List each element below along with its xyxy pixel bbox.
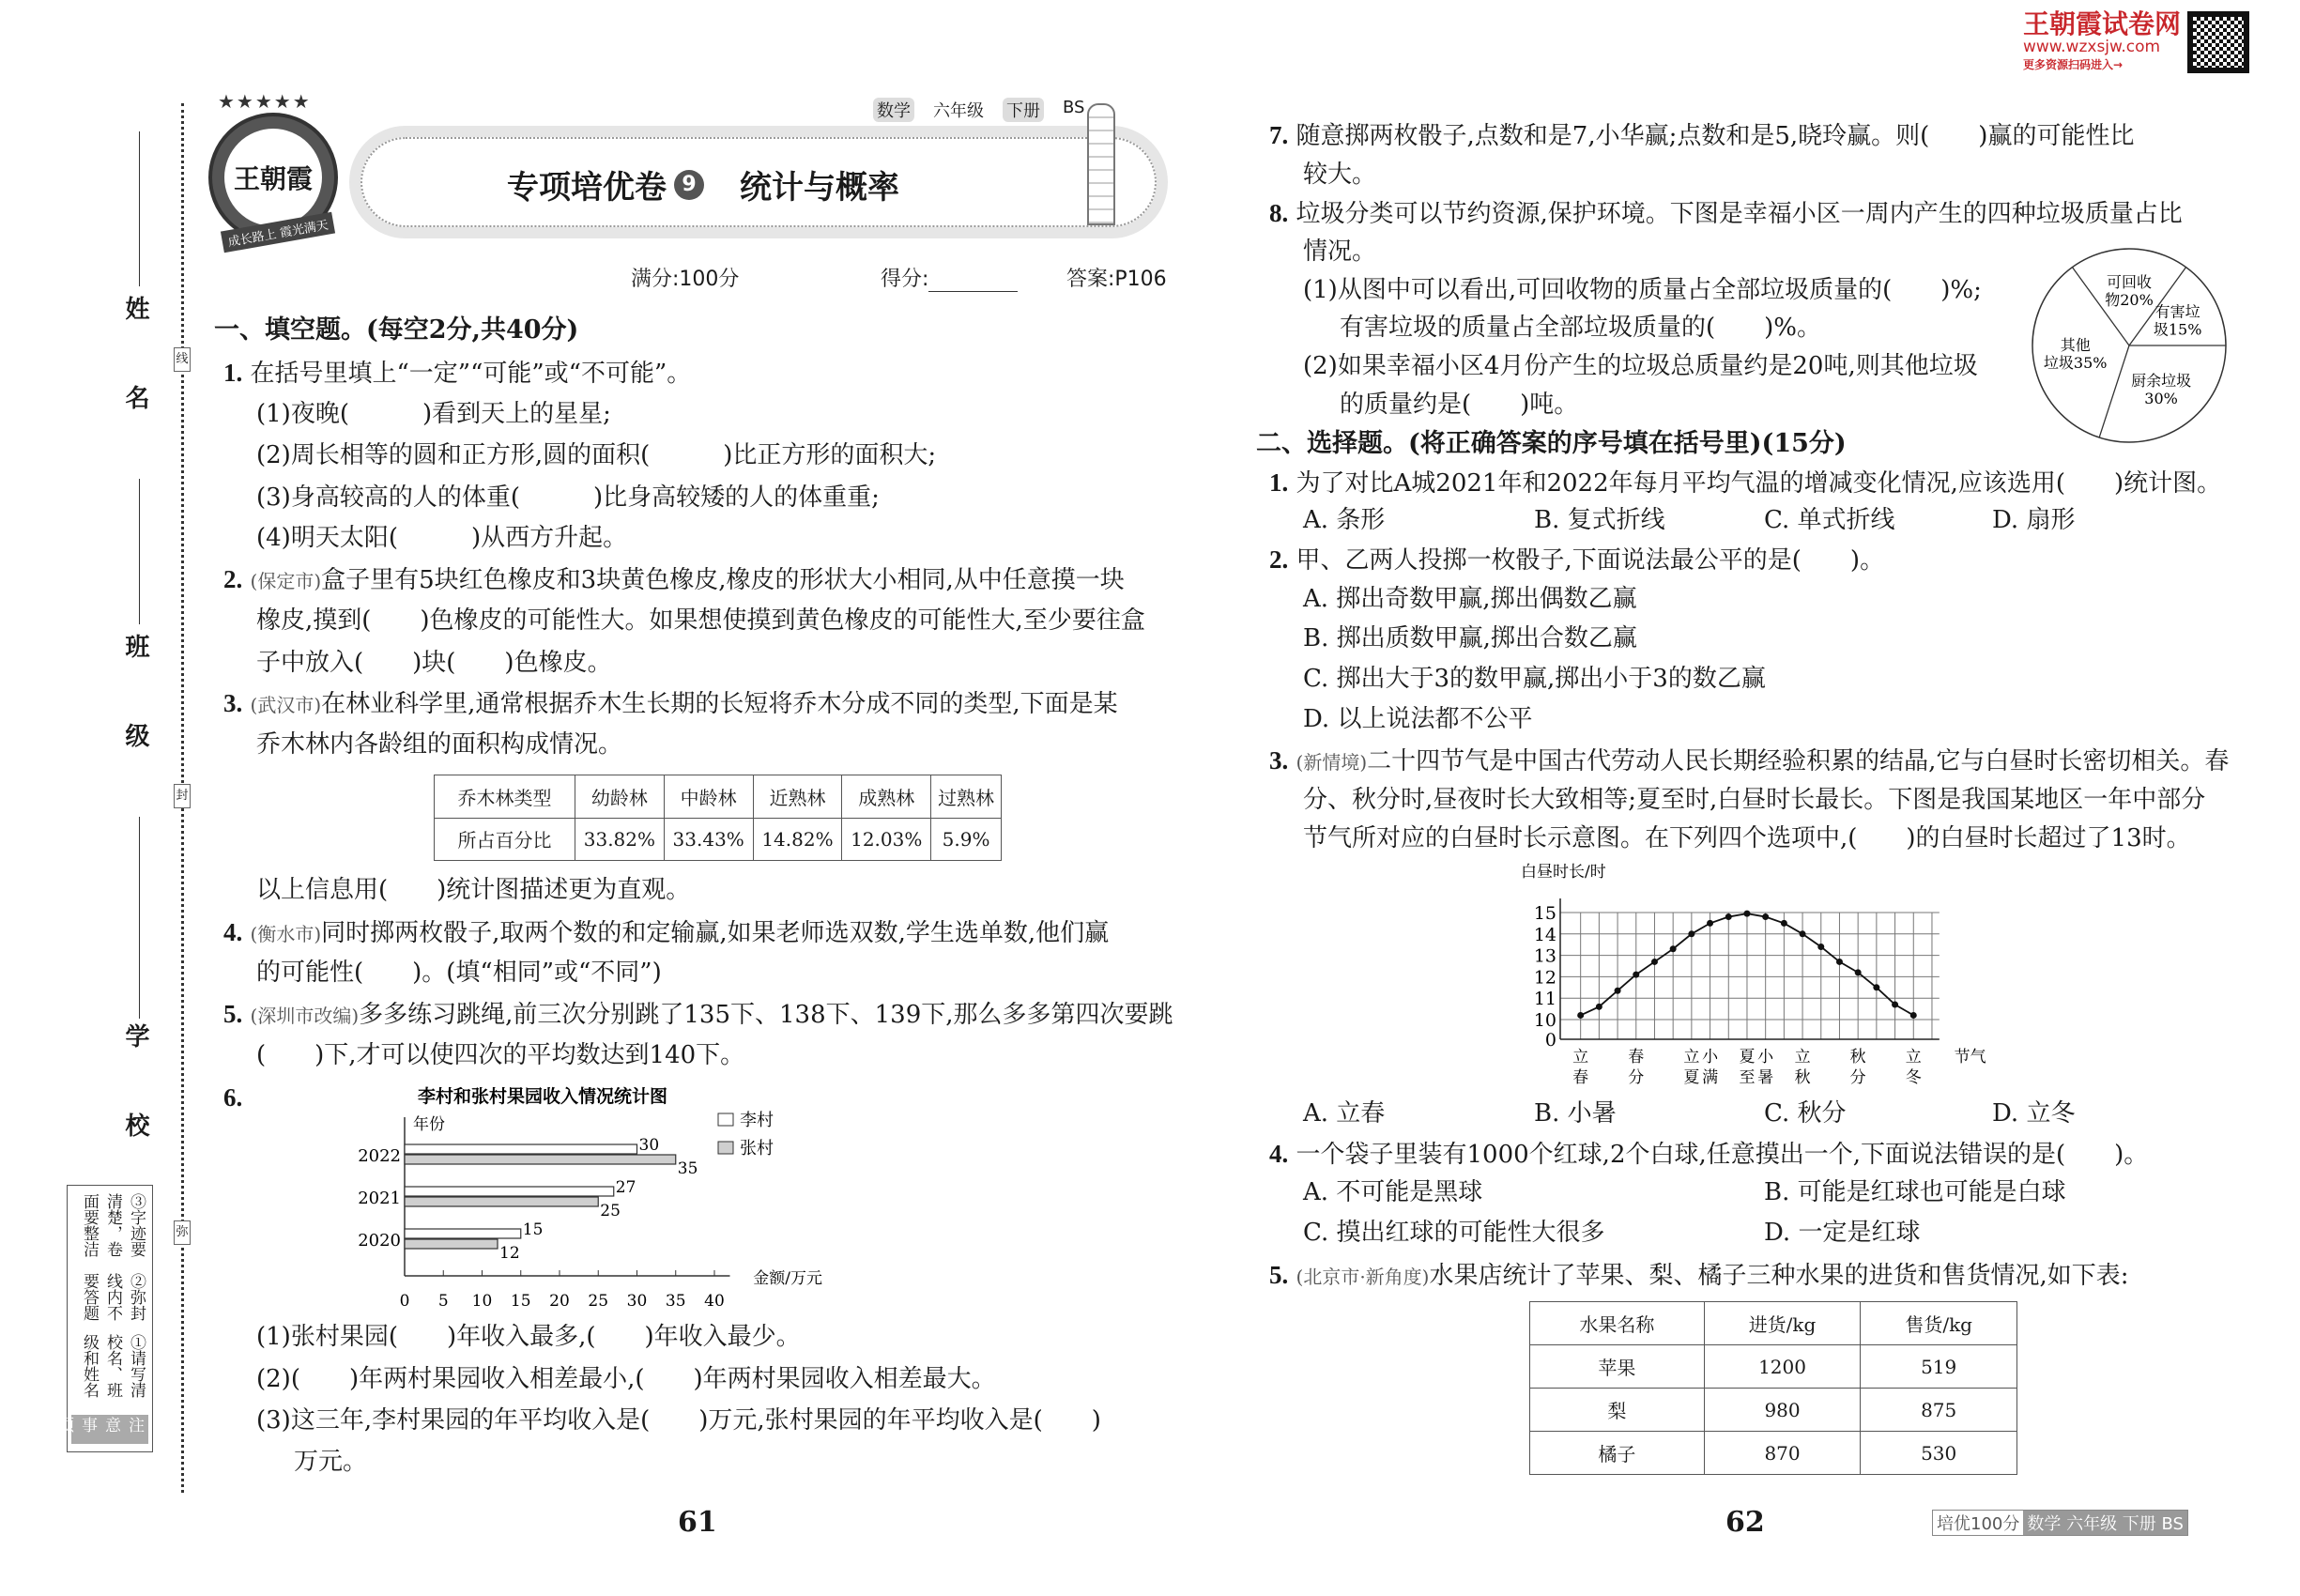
full-score: 满分:100分 (631, 268, 740, 291)
q4-line-2: 的可能性( )。(填“相同”或“不同”) (256, 959, 662, 987)
data-point (1910, 1012, 1917, 1019)
q2-line-2: 橡皮,摸到( )色橡皮的可能性大。如果想使摸到黄色橡皮的可能性大,至少要往盒 (256, 606, 1145, 635)
q3-after: 以上信息用( )统计图描述更为直观。 (256, 876, 691, 904)
data-point (1615, 988, 1621, 994)
x-tick-label: 夏 (1683, 1068, 1700, 1087)
bar (405, 1239, 498, 1249)
q-number: 2. (1269, 545, 1289, 574)
data-point (1707, 920, 1713, 927)
q-source: (武汉市) (250, 694, 322, 716)
q-number: 1. (223, 359, 243, 387)
data-point (1688, 930, 1694, 937)
y-tick-label: 15 (1533, 903, 1556, 924)
x-tick-label: 分 (1849, 1068, 1866, 1087)
x-tick-label: 秋 (1849, 1048, 1866, 1067)
daylight-line-chart (1502, 854, 2047, 1098)
x-tick-label: 0 (399, 1292, 410, 1311)
c3-option-c[interactable]: C. 秋分 (1764, 1099, 1847, 1128)
q-text: 垃圾分类可以节约资源,保护环境。下图是幸福小区一周内产生的四种垃圾质量占比 (1296, 200, 2183, 228)
c1-option-c[interactable]: C. 单式折线 (1764, 506, 1895, 534)
site-cta: 更多资源扫码进入→ (2023, 58, 2124, 71)
seal-mark-seal: 封 (174, 784, 191, 808)
y-tick-label: 12 (1533, 967, 1556, 989)
q-text: 水果店统计了苹果、梨、橘子三种水果的进货和售货情况,如下表: (1429, 1262, 2129, 1290)
footer-badge (1932, 1510, 2188, 1536)
data-point (1743, 911, 1750, 917)
q3 (223, 688, 1118, 720)
q1-item-1: (1)夜晚( )看到天上的星星; (256, 400, 611, 428)
bar (405, 1197, 598, 1206)
score-label: 得分: (881, 268, 929, 291)
x-axis-label: 金额/万元 (753, 1269, 822, 1288)
q-source: (保定市) (250, 570, 322, 592)
pie-slice-label: 30% (2144, 389, 2178, 407)
table-cell: 530 (1861, 1432, 2017, 1475)
name-field[interactable] (139, 131, 140, 286)
x-tick-label: 春 (1572, 1068, 1589, 1087)
table-cell: 980 (1704, 1389, 1861, 1432)
c1-option-a[interactable]: A. 条形 (1303, 506, 1386, 534)
bar-value-label: 12 (499, 1244, 520, 1263)
table-cell: 水果名称 (1530, 1302, 1705, 1345)
table-cell: 成熟林 (842, 775, 931, 819)
tag-grade: 六年级 (933, 101, 984, 121)
q7-line-2: 较大。 (1303, 161, 1377, 189)
q8-item-2: (2)如果幸福小区4月份产生的垃圾总质量约是20吨,则其他垃圾 (1303, 352, 1978, 380)
c3-line-2: 分、秋分时,昼夜时长大致相等;夏至时,白昼时长最长。下图是我国某地区一年中部分 (1303, 786, 2206, 814)
x-tick-label: 5 (437, 1292, 449, 1311)
c4-option-d[interactable]: D. 一定是红球 (1764, 1219, 1921, 1247)
bar (405, 1187, 614, 1196)
x-tick-label: 立 (1794, 1048, 1811, 1067)
note-1: ①请写清校名、班级和姓名 (80, 1334, 146, 1399)
c5 (1269, 1260, 2129, 1292)
q-source: (衡水市) (250, 923, 322, 945)
bar-value-label: 27 (615, 1178, 636, 1197)
logo-text: 王朝霞 (224, 129, 322, 226)
legend-label: 李村 (740, 1111, 774, 1130)
q-source: (北京市·新角度) (1296, 1266, 1430, 1288)
table-cell: 1200 (1704, 1345, 1861, 1389)
x-tick-label: 冬 (1905, 1068, 1922, 1087)
q1-item-3: (3)身高较高的人的体重( )比身高较矮的人的体重重; (256, 483, 880, 512)
star-icons: ★★★★★ (218, 90, 312, 113)
c1-option-b[interactable]: B. 复式折线 (1534, 506, 1665, 534)
table-cell: 5.9% (931, 818, 1002, 861)
score-field[interactable] (928, 263, 1018, 292)
q-number: 4. (1269, 1140, 1289, 1168)
category-label: 2022 (358, 1146, 401, 1166)
table-cell: 梨 (1530, 1389, 1705, 1432)
school-label: 学 校 (121, 1023, 149, 1166)
x-tick-label: 30 (626, 1292, 648, 1311)
title-number-badge: 9 (674, 170, 704, 200)
c2 (1269, 545, 1884, 575)
data-point (1800, 930, 1806, 937)
logo-ribbon: 成长路上 霞光满天 (221, 212, 335, 253)
q1 (223, 358, 691, 389)
page-title (507, 161, 899, 207)
x-tick-label: 立 (1572, 1048, 1589, 1067)
table-cell: 近熟林 (753, 775, 842, 819)
x-tick-label: 至 (1739, 1068, 1756, 1087)
section2-heading: 二、选择题。(将正确答案的序号填在括号里)(15分) (1256, 429, 1847, 458)
data-point (1892, 1002, 1898, 1008)
tag-edition: BS (1063, 98, 1085, 117)
class-label: 班 级 (121, 634, 149, 776)
q5 (223, 999, 1173, 1031)
x-axis-label: 节气 (1954, 1048, 1986, 1067)
data-point (1633, 972, 1639, 978)
table-cell: 875 (1861, 1389, 2017, 1432)
table-cell: 870 (1704, 1432, 1861, 1475)
notes-box (54, 1185, 153, 1452)
class-field[interactable] (139, 479, 140, 624)
section1-heading: 一、填空题。(每空2分,共40分) (214, 315, 579, 345)
notes-title: 注意事项 (71, 1415, 148, 1444)
score-row (881, 263, 1018, 292)
c4-option-b[interactable]: B. 可能是红球也可能是白球 (1764, 1178, 2066, 1206)
table-cell: 乔木林类型 (435, 775, 575, 819)
category-label: 2021 (358, 1189, 401, 1208)
table-cell: 售货/kg (1861, 1302, 2017, 1345)
note-2: ②弥封线内不要答题 (80, 1273, 146, 1322)
c3-option-a[interactable]: A. 立春 (1303, 1099, 1386, 1128)
table-row (1530, 1432, 2017, 1475)
x-tick-label: 满 (1702, 1068, 1719, 1087)
c4-option-a[interactable]: A. 不可能是黑球 (1303, 1178, 1483, 1206)
c2-option-c[interactable]: C. 掷出大于3的数甲赢,掷出小于3的数乙赢 (1303, 665, 1766, 693)
c4-option-c[interactable]: C. 摸出红球的可能性大很多 (1303, 1219, 1605, 1247)
x-tick-label: 春 (1628, 1048, 1645, 1067)
forest-table (434, 775, 1002, 861)
q7 (1269, 120, 2134, 151)
data-point (1781, 920, 1787, 927)
data-point (1651, 959, 1658, 965)
q-text: 为了对比A城2021年和2022年每月平均气温的增减变化情况,应该选用( )统计图。 (1296, 469, 2222, 498)
q-text: 二十四节气是中国古代劳动人民长期经验积累的结晶,它与白昼时长密切相关。春 (1367, 747, 2230, 775)
q-number: 3. (1269, 746, 1289, 775)
legend-swatch (718, 1113, 733, 1126)
q3-line-2: 乔木林内各龄组的面积构成情况。 (256, 730, 623, 759)
name-label: 姓 名 (121, 296, 149, 438)
x-tick-label: 夏 (1739, 1048, 1756, 1067)
data-point (1855, 969, 1862, 975)
site-url: www.wzxsjw.com (2023, 38, 2161, 56)
header-tags (873, 98, 1088, 122)
answer-ref: 答案:P106 (1066, 268, 1167, 291)
q-number: 2. (223, 565, 243, 593)
q8-line-2: 情况。 (1303, 238, 1377, 266)
c1 (1269, 468, 2221, 499)
q6-item-2: (2)( )年两村果园收入相差最小,( )年两村果园收入相差最大。 (256, 1365, 996, 1393)
fruit-table (1529, 1301, 2017, 1475)
y-tick-label: 13 (1533, 945, 1556, 967)
legend-swatch (718, 1142, 733, 1154)
y-tick-label: 11 (1533, 989, 1556, 1010)
y-tick-label: 10 (1533, 1010, 1556, 1031)
q-text: 随意掷两枚骰子,点数和是7,小华赢;点数和是5,晓玲赢。则( )赢的可能性比 (1296, 122, 2135, 150)
q-text: 盒子里有5块红色橡皮和3块黄色橡皮,橡皮的形状大小相同,从中任意摸一块 (321, 566, 1125, 594)
q-text: 多多练习跳绳,前三次分别跳了135下、138下、139下,那么多多第四次要跳 (359, 1001, 1173, 1029)
q-number: 5. (1269, 1261, 1289, 1289)
q-number: 7. (1269, 121, 1289, 149)
q-source: (新情境) (1296, 751, 1368, 774)
c3-option-d[interactable]: D. 立冬 (1992, 1099, 2076, 1128)
q-text: 在林业科学里,通常根据乔木生长期的长短将乔木分成不同的类型,下面是某 (321, 690, 1118, 718)
q1-item-2: (2)周长相等的圆和正方形,圆的面积( )比正方形的面积大; (256, 441, 937, 469)
data-point (1577, 1012, 1584, 1019)
table-cell: 33.43% (664, 818, 753, 861)
bar-value-label: 35 (677, 1159, 698, 1178)
q-number: 3. (223, 689, 243, 717)
c3-option-b[interactable]: B. 小暑 (1534, 1099, 1617, 1128)
table-row (1530, 1345, 2017, 1389)
footer-badge-label: 培优100分 (1937, 1514, 2020, 1534)
category-label: 2020 (358, 1231, 401, 1251)
q6-item-3: (3)这三年,李村果园的年平均收入是( )万元,张村果园的年平均收入是( ) (256, 1406, 1101, 1435)
bar-value-label: 30 (638, 1136, 660, 1155)
data-point (1817, 944, 1824, 950)
bar (405, 1229, 521, 1238)
table-cell: 12.03% (842, 818, 931, 861)
bar-value-label: 15 (522, 1220, 544, 1239)
q6-item-3-cont: 万元。 (294, 1448, 368, 1476)
x-tick-label: 暑 (1757, 1068, 1774, 1087)
tag-subject: 数学 (873, 98, 914, 122)
pie-slice-label: 其他 (2060, 336, 2091, 355)
x-tick-label: 40 (704, 1292, 725, 1311)
q-text: 在括号里填上“一定”“可能”或“不可能”。 (250, 360, 692, 388)
bar-value-label: 25 (600, 1202, 621, 1220)
c1-option-d[interactable]: D. 扇形 (1992, 506, 2076, 534)
q-text: 一个袋子里装有1000个红球,2个白球,任意摸出一个,下面说法错误的是( )。 (1296, 1141, 2149, 1169)
q8-item-1-cont: 有害垃圾的质量占全部垃圾质量的( )%。 (1340, 314, 1821, 342)
q-source: (深圳市改编) (250, 1005, 360, 1027)
x-tick-label: 立 (1683, 1048, 1700, 1067)
x-tick-label: 立 (1905, 1048, 1922, 1067)
school-field[interactable] (139, 817, 140, 1019)
table-cell: 幼龄林 (575, 775, 665, 819)
q8 (1269, 198, 2183, 229)
table-cell: 14.82% (753, 818, 842, 861)
data-point (1596, 1004, 1602, 1010)
x-tick-label: 10 (471, 1292, 493, 1311)
x-tick-label: 秋 (1794, 1068, 1811, 1087)
x-tick-label: 35 (665, 1292, 686, 1311)
data-point (1873, 984, 1879, 990)
site-name: 王朝霞试卷网 (2023, 8, 2182, 39)
q4 (223, 917, 1109, 949)
bar-chart (338, 1080, 864, 1314)
table-cell: 所占百分比 (435, 818, 575, 861)
note-3: ③字迹要清楚，卷面要整洁 (80, 1193, 146, 1257)
tag-volume: 下册 (1003, 98, 1044, 122)
table-cell: 橘子 (1530, 1432, 1705, 1475)
q6-number: 6. (223, 1083, 243, 1112)
c3-line-3: 节气所对应的白昼时长示意图。在下列四个选项中,( )的白昼时长超过了13时。 (1303, 824, 2191, 852)
data-point (1670, 945, 1677, 952)
q-number: 4. (223, 918, 243, 946)
seal-mark-close: 弥 (174, 1220, 191, 1245)
y-tick-label: 0 (1544, 1030, 1556, 1051)
data-point (1836, 959, 1843, 965)
table-cell: 过熟林 (931, 775, 1002, 819)
y-axis-label: 白昼时长/时 (1521, 863, 1606, 882)
q-number: 1. (1269, 468, 1289, 497)
data-point (1762, 913, 1769, 920)
table-row (1530, 1302, 2017, 1345)
q8-item-1: (1)从图中可以看出,可回收物的质量占全部垃圾质量的( )%; (1303, 276, 1982, 304)
q2-line-3: 子中放入( )块( )色橡皮。 (256, 649, 612, 677)
x-tick-label: 25 (588, 1292, 609, 1311)
footer-tags: 数学 六年级 下册 BS (2023, 1511, 2187, 1535)
table-cell: 中龄林 (664, 775, 753, 819)
pie-slice-label: 物20% (2105, 291, 2154, 309)
x-tick-label: 20 (549, 1292, 570, 1311)
y-tick-label: 14 (1533, 924, 1556, 945)
pie-slice-label: 可回收 (2106, 273, 2153, 291)
title-prefix: 专项培优卷 (507, 169, 667, 207)
q2 (223, 564, 1125, 596)
table-cell: 519 (1861, 1345, 2017, 1389)
page-number-left: 61 (678, 1506, 717, 1539)
table-row (435, 818, 1002, 861)
x-tick-label: 15 (510, 1292, 531, 1311)
table-cell: 进货/kg (1704, 1302, 1861, 1345)
q5-line-2: ( )下,才可以使四次的平均数达到140下。 (256, 1041, 745, 1069)
y-axis-label: 年份 (413, 1115, 445, 1134)
table-row (1530, 1389, 2017, 1432)
page-number-right: 62 (1725, 1506, 1765, 1539)
title-text: 统计与概率 (740, 169, 899, 207)
q-text: 甲、乙两人投掷一枚骰子,下面说法最公平的是( )。 (1296, 546, 1885, 575)
c3 (1269, 745, 2229, 777)
x-tick-label: 分 (1628, 1068, 1645, 1087)
c2-option-b[interactable]: B. 掷出质数甲赢,掷出合数乙赢 (1303, 624, 1637, 652)
table-cell: 33.82% (575, 818, 665, 861)
chart-title: 李村和张村果园收入情况统计图 (418, 1086, 668, 1107)
data-point (1725, 913, 1732, 920)
pie-slice-label: 圾15% (2153, 320, 2202, 339)
bar (405, 1144, 637, 1154)
q1-item-4: (4)明天太阳( )从西方升起。 (256, 524, 628, 552)
pie-chart (2028, 244, 2231, 447)
bar (405, 1155, 676, 1164)
legend-label: 张村 (740, 1139, 774, 1159)
x-tick-label: 小 (1757, 1048, 1774, 1067)
pie-slice-label: 垃圾35% (2043, 354, 2108, 373)
x-tick-label: 小 (1702, 1048, 1719, 1067)
q-number: 8. (1269, 199, 1289, 227)
q6-item-1: (1)张村果园( )年收入最多,( )年收入最少。 (256, 1323, 801, 1351)
pie-slice-label: 有害垃 (2154, 302, 2200, 321)
q-text: 同时掷两枚骰子,取两个数的和定输赢,如果老师选双数,学生选单数,他们赢 (321, 919, 1110, 947)
q8-item-2-cont: 的质量约是( )吨。 (1340, 391, 1579, 419)
q-number: 5. (223, 1000, 243, 1028)
lighthouse-icon (1087, 103, 1115, 225)
c2-option-a[interactable]: A. 掷出奇数甲赢,掷出偶数乙赢 (1303, 585, 1637, 613)
c2-option-d[interactable]: D. 以上说法都不公平 (1303, 705, 1533, 733)
table-row (435, 775, 1002, 819)
pie-slice-label: 厨余垃圾 (2131, 371, 2192, 390)
seal-mark-line: 线 (174, 347, 191, 372)
c4 (1269, 1139, 2148, 1170)
table-cell: 苹果 (1530, 1345, 1705, 1389)
qr-code-icon[interactable] (2187, 11, 2249, 73)
